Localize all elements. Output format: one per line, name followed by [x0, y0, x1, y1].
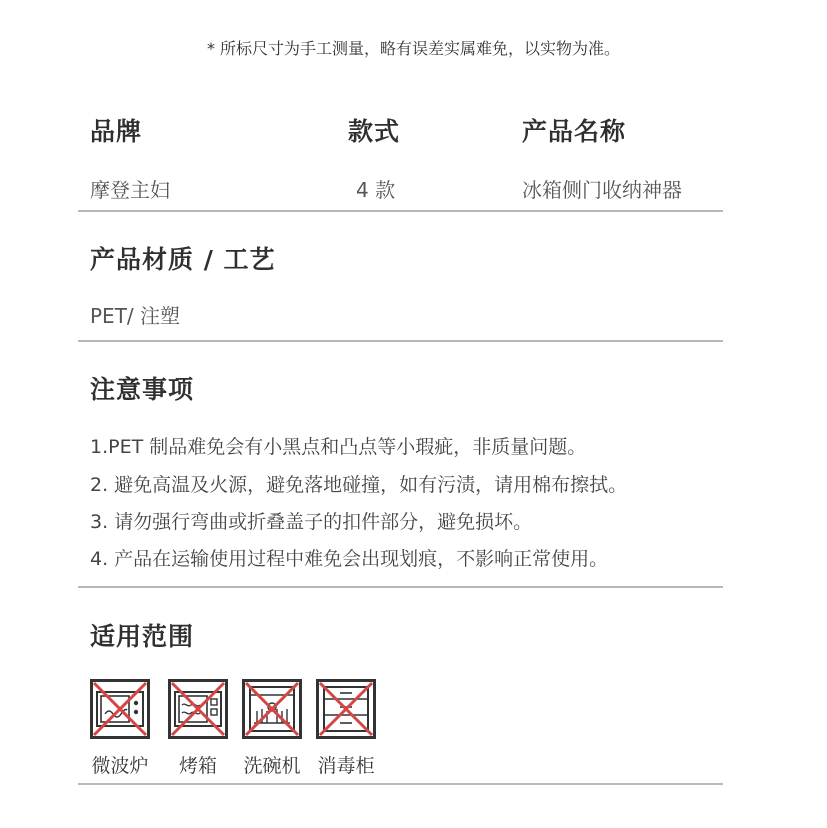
- usage-item-oven: [166, 679, 230, 778]
- material-section: [80, 240, 723, 330]
- notes-label: 注意事项: [90, 375, 195, 404]
- microwave-icon: [90, 679, 150, 739]
- notes-item: 1.PET 制品难免会有小黑点和凸点等小瑕疵，非质量问题。: [90, 436, 587, 458]
- divider: [78, 340, 723, 342]
- notes-section: [80, 370, 723, 570]
- notes-item: 4. 产品在运输使用过程中难免会出现划痕，不影响正常使用。: [90, 548, 609, 570]
- usage-item-label: 消毒柜: [317, 755, 375, 777]
- notes-item: 2. 避免高温及火源，避免落地碰撞，如有污渍，请用棉布擦拭。: [90, 474, 628, 496]
- usage-label: 适用范围: [90, 622, 195, 651]
- brand-value: 摩登主妇: [90, 178, 170, 202]
- sterilizer-icon: [316, 679, 376, 739]
- usage-item-label: 洗碗机: [243, 755, 301, 777]
- divider: [78, 783, 723, 785]
- brand-label: 品牌: [90, 117, 143, 146]
- oven-icon: [168, 679, 228, 739]
- style-value: 4 款: [356, 178, 396, 202]
- usage-item-label: 烤箱: [178, 755, 217, 777]
- usage-item-label: 微波炉: [91, 755, 149, 777]
- dishwasher-icon: [242, 679, 302, 739]
- usage-item-dishwasher: [240, 679, 304, 778]
- material-value: PET/ 注塑: [90, 304, 181, 328]
- product-name-label: 产品名称: [522, 117, 627, 146]
- usage-item-microwave: [88, 679, 152, 778]
- usage-section: [80, 617, 723, 777]
- divider: [78, 210, 723, 212]
- material-label: 产品材质 / 工艺: [90, 245, 276, 274]
- measurement-note: * 所标尺寸为手工测量，略有误差实属难免，以实物为准。: [206, 39, 621, 58]
- usage-item-sterilizer: [314, 679, 378, 778]
- notes-item: 3. 请勿强行弯曲或折叠盖子的扣件部分，避免损坏。: [90, 511, 533, 533]
- basic-info-section: [80, 112, 723, 202]
- divider: [78, 586, 723, 588]
- product-name-value: 冰箱侧门收纳神器: [522, 178, 682, 202]
- style-label: 款式: [348, 117, 401, 146]
